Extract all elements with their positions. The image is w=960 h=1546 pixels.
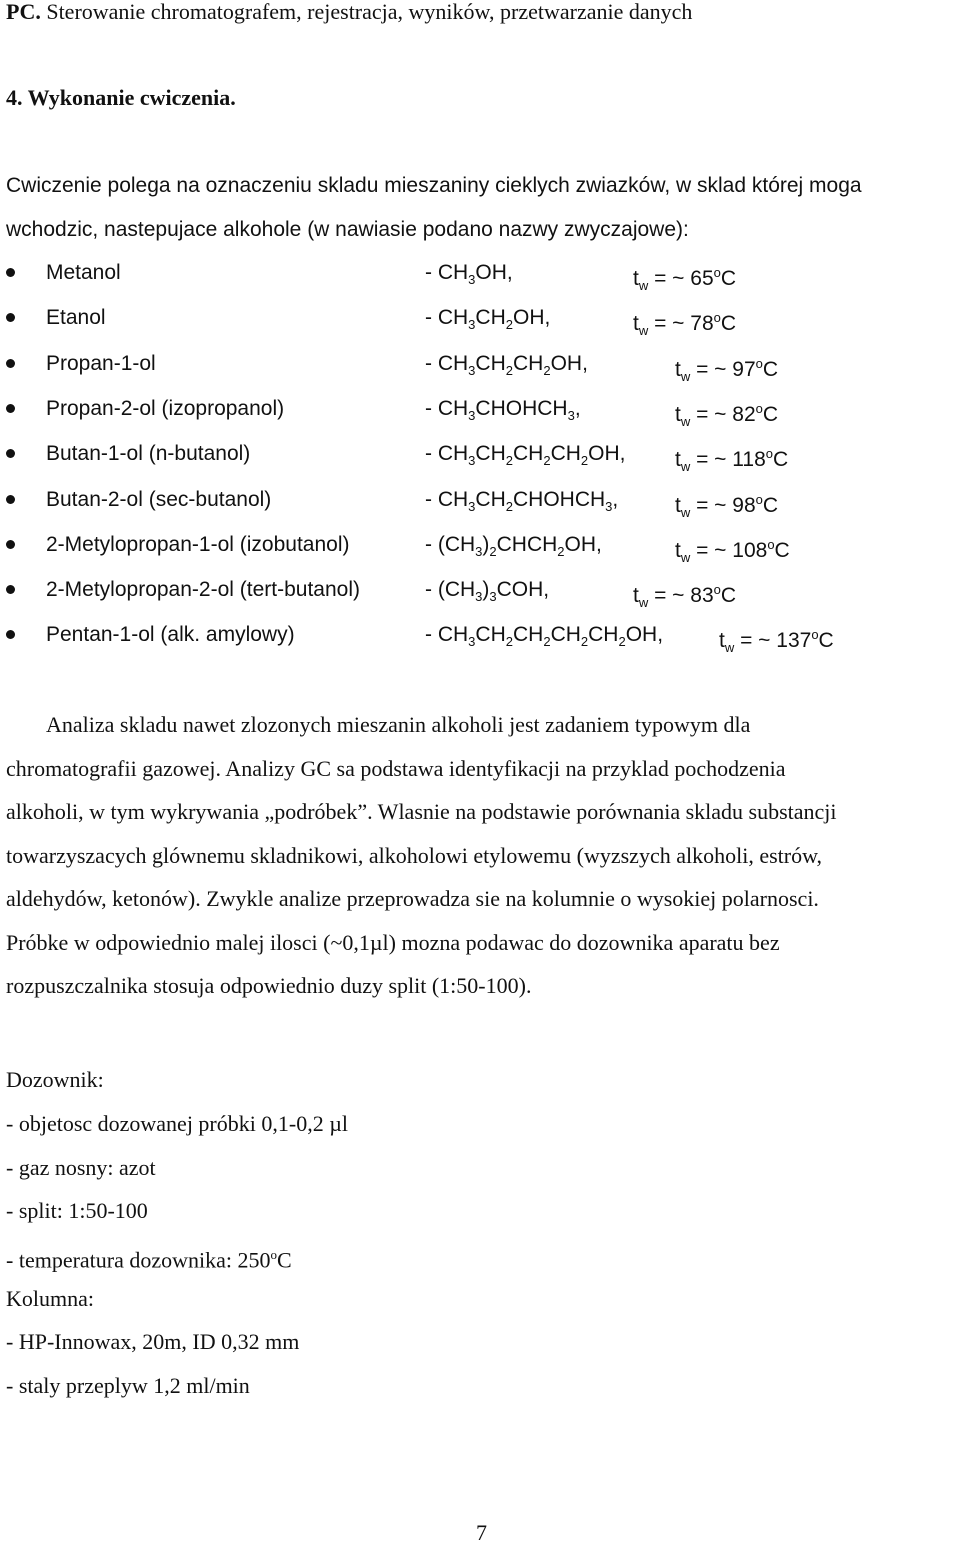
boiling-point: $t_w$ = ~ 83$^o$C [633, 582, 737, 611]
alcohol-row [0, 439, 960, 475]
header-text: Sterowanie chromatografem, rejestracja, wyników, przetwarzanie danych [46, 0, 693, 24]
intro-line-2: wchodzic, nastepujace alkohole (w nawiasie podano nazwy zwyczajowe): [6, 218, 689, 241]
alcohol-name: Propan-2-ol (izopropanol) [46, 396, 285, 420]
alcohol-row [0, 485, 960, 520]
alcohol-row [0, 394, 960, 430]
alcohol-formula: - $(CH_3)_2CHCH_2OH$, [425, 532, 602, 559]
kolumna-item: - staly przeplyw 1,2 ml/min [6, 1373, 250, 1398]
analysis-line: towarzyszacych glównemu skladnikowi, alkoholowi etylowemu (wyzszych alkoholi, estrów, [6, 842, 823, 868]
dozownik-item: - split: 1:50-100 [6, 1198, 148, 1223]
analysis-line: rozpuszczalnika stosuja odpowiednio duzy split (1:50-100). [6, 973, 532, 998]
alcohol-formula: - $CH_3CH_2CH_2OH$, [425, 351, 588, 378]
analysis-line: aldehydów, ketonów). Zwykle analize przeprowadza sie na kolumnie o wysokiej polarnosci. [6, 886, 819, 911]
page-number: 7 [476, 1520, 487, 1545]
bullet-icon [6, 359, 15, 368]
kolumna-heading: Kolumna: [6, 1286, 94, 1311]
alcohol-name: 2-Metylopropan-2-ol (tert-butanol) [46, 578, 360, 602]
header-prefix: PC. [6, 0, 41, 24]
intro-line-1: Cwiczenie polega na oznaczeniu skladu mieszaniny cieklych zwiazków, w sklad której moga [6, 174, 862, 197]
boiling-point: $t_w$ = ~ 78$^o$C [633, 310, 737, 339]
alcohol-row [0, 349, 960, 384]
boiling-point: $t_w$ = ~ 118$^o$C [675, 446, 789, 475]
alcohol-name: Butan-2-ol (sec-butanol) [46, 487, 272, 511]
boiling-point: $t_w$ = ~ 82$^o$C [675, 400, 779, 430]
alcohol-formula: - $CH_3CH_2CH_2CH_2CH_2OH$, [425, 623, 664, 650]
dozownik-item: - temperatura dozownika: 250$^o$C [6, 1247, 292, 1273]
boiling-point: $t_w$ = ~ 108$^o$C [675, 536, 790, 565]
alcohol-name: Etanol [46, 306, 106, 330]
bullet-icon [6, 630, 15, 639]
alcohol-row [0, 620, 960, 656]
alcohol-row [0, 303, 960, 339]
boiling-point: $t_w$ = ~ 98$^o$C [675, 491, 779, 520]
alcohol-formula: - $CH_3CH_2OH$, [425, 306, 551, 333]
alcohol-row [0, 575, 960, 611]
bullet-icon [6, 313, 15, 322]
analysis-line: Próbke w odpowiednio malej ilosci (~0,1µl) mozna podawac do dozownika aparatu bez [6, 929, 780, 955]
alcohol-formula: - $CH_3CHOHCH_3$, [425, 396, 581, 424]
bullet-icon [6, 404, 15, 413]
alcohol-row [0, 530, 960, 565]
bullet-icon [6, 585, 15, 594]
dozownik-item: - gaz nosny: azot [6, 1155, 156, 1180]
page-header [6, 0, 692, 26]
alcohol-row [0, 258, 960, 294]
dozownik-heading: Dozownik: [6, 1067, 104, 1092]
analysis-paragraph [6, 703, 958, 1008]
alcohol-name: Propan-1-ol [46, 351, 156, 375]
bullet-icon [6, 540, 15, 549]
boiling-point: $t_w$ = ~ 97$^o$C [675, 355, 779, 384]
kolumna-item: - HP-Innowax, 20m, ID 0,32 mm [6, 1329, 300, 1354]
alcohol-name: Butan-1-ol (n-butanol) [46, 442, 251, 466]
boiling-point: $t_w$ = ~ 65$^o$C [633, 265, 737, 294]
alcohol-formula: - $CH_3OH$, [425, 261, 513, 288]
analysis-line: chromatografii gazowej. Analizy GC sa podstawa identyfikacji na przyklad pochodzenia [6, 755, 786, 781]
bullet-icon [6, 449, 15, 458]
alcohol-name: Pentan-1-ol (alk. amylowy) [46, 623, 295, 647]
bullet-icon [6, 495, 15, 504]
alcohol-name: 2-Metylopropan-1-ol (izobutanol) [46, 532, 350, 556]
dozownik-item: - objetosc dozowanej próbki 0,1-0,2 µl [6, 1111, 348, 1136]
analysis-line: Analiza skladu nawet zlozonych mieszanin alkoholi jest zadaniem typowym dla [46, 712, 751, 737]
alcohol-formula: - $CH_3CH_2CHOHCH_3$, [425, 487, 619, 514]
section-title: 4. Wykonanie cwiczenia. [6, 85, 236, 110]
bullet-icon [6, 268, 15, 277]
analysis-line: alkoholi, w tym wykrywania „podróbek”. Wlasnie na podstawie porównania skladu substancji [6, 799, 837, 824]
alcohol-formula: - $CH_3CH_2CH_2CH_2OH$, [425, 442, 626, 469]
alcohol-formula: - $(CH_3)_3COH$, [425, 578, 550, 605]
alcohol-name: Metanol [46, 261, 121, 284]
boiling-point: $t_w$ = ~ 137$^o$C [719, 627, 834, 656]
